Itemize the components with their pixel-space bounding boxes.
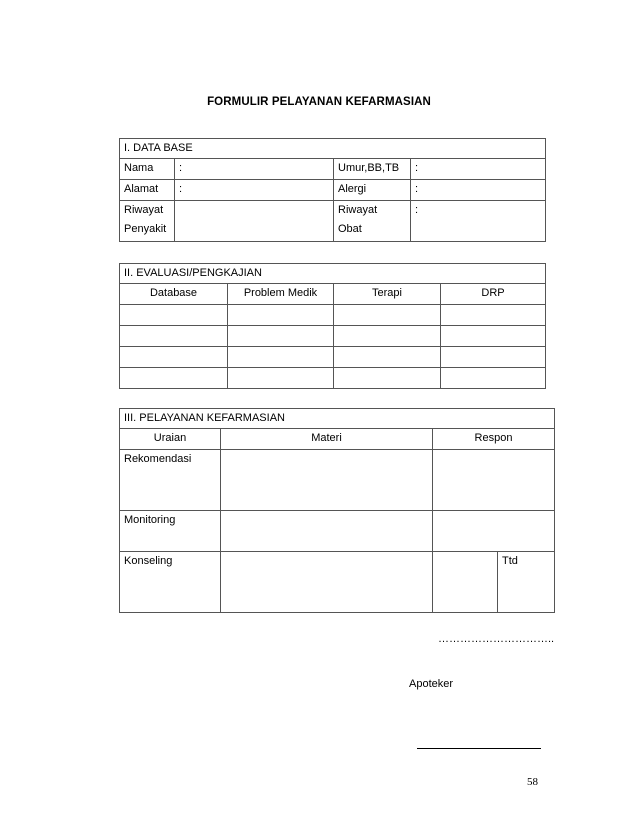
rekomendasi-materi[interactable] [221, 450, 433, 511]
nama-field[interactable]: : [175, 159, 334, 180]
evaluasi-table [119, 263, 546, 389]
table-cell[interactable] [334, 326, 441, 347]
alamat-field[interactable]: : [175, 180, 334, 201]
col-terapi: Terapi [334, 284, 441, 305]
date-placeholder: ………………………….. [438, 633, 555, 645]
pelayanan-table [119, 408, 555, 613]
col-database: Database [120, 284, 228, 305]
riwayat-obat-label [334, 201, 411, 242]
form-title: FORMULIR PELAYANAN KEFARMASIAN [207, 96, 431, 108]
pelayanan-heading: III. PELAYANAN KEFARMASIAN [120, 409, 555, 429]
konseling-respon[interactable] [433, 552, 498, 613]
col-problem-medik: Problem Medik [228, 284, 334, 305]
data-base-table [119, 138, 546, 242]
table-cell[interactable] [334, 368, 441, 389]
table-cell[interactable] [441, 326, 546, 347]
obat-label: Obat [338, 223, 362, 235]
evaluasi-heading: II. EVALUASI/PENGKAJIAN [120, 264, 546, 284]
table-cell[interactable] [120, 305, 228, 326]
umur-field[interactable]: : [411, 159, 546, 180]
penyakit-label: Penyakit [124, 223, 167, 235]
signature-line [417, 748, 541, 749]
nama-label: Nama [120, 159, 175, 180]
apoteker-label: Apoteker [409, 678, 454, 690]
ttd-cell[interactable]: Ttd [498, 552, 555, 613]
page-number: 58 [527, 776, 538, 788]
table-cell[interactable] [228, 326, 334, 347]
alamat-label: Alamat [120, 180, 175, 201]
monitoring-materi[interactable] [221, 511, 433, 552]
riwayat-label-2: Riwayat [338, 204, 378, 216]
riwayat-label: Riwayat [124, 204, 164, 216]
table-cell[interactable] [441, 305, 546, 326]
table-cell[interactable] [120, 326, 228, 347]
konseling-materi[interactable] [221, 552, 433, 613]
row-monitoring: Monitoring [120, 511, 221, 552]
col-uraian: Uraian [120, 429, 221, 450]
data-base-heading: I. DATA BASE [120, 139, 546, 159]
monitoring-respon[interactable] [433, 511, 555, 552]
riwayat-penyakit-field[interactable] [175, 201, 334, 242]
row-rekomendasi: Rekomendasi [120, 450, 221, 511]
col-drp: DRP [441, 284, 546, 305]
row-konseling: Konseling [120, 552, 221, 613]
col-respon: Respon [433, 429, 555, 450]
table-cell[interactable] [228, 347, 334, 368]
riwayat-penyakit-label [120, 201, 175, 242]
table-cell[interactable] [441, 347, 546, 368]
table-cell[interactable] [334, 305, 441, 326]
table-cell[interactable] [441, 368, 546, 389]
table-cell[interactable] [228, 368, 334, 389]
col-materi: Materi [221, 429, 433, 450]
rekomendasi-respon[interactable] [433, 450, 555, 511]
alergi-field[interactable]: : [411, 180, 546, 201]
alergi-label: Alergi [334, 180, 411, 201]
table-cell[interactable] [120, 368, 228, 389]
riwayat-obat-field[interactable]: : [411, 201, 546, 242]
table-cell[interactable] [334, 347, 441, 368]
umur-label: Umur,BB,TB [334, 159, 411, 180]
table-cell[interactable] [228, 305, 334, 326]
table-cell[interactable] [120, 347, 228, 368]
